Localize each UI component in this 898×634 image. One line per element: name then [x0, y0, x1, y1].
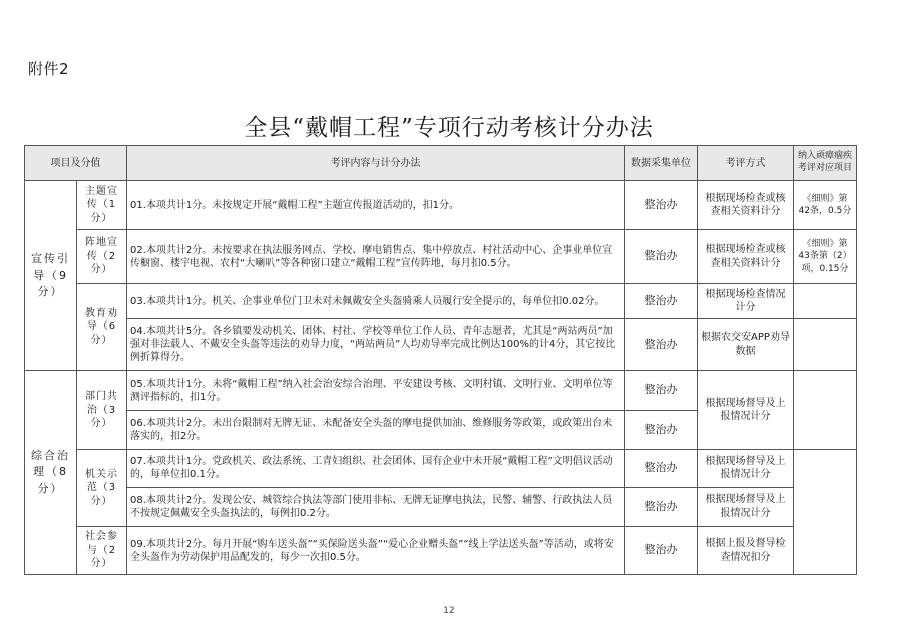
row-unit: 整治办: [625, 319, 698, 371]
row-ref: [794, 371, 857, 450]
row-method: 根据现场检查或核查相关资料计分: [698, 230, 794, 284]
row-ref: 《细则》第43条第（2）项，0.15分: [794, 230, 857, 284]
subgroup-label: 阵地宣传（2分）: [77, 230, 127, 284]
row-ref: 《细则》第42条，0.5分: [794, 181, 857, 230]
row-content: 05.本项共计1分。未将“戴帽工程”纳入社会治安综合治理、平安建设考核、文明村镇、文明行业、文明单位等测评指标的，扣1分。: [127, 371, 625, 410]
row-content: 07.本项共计1分。党政机关、政法系统、工青妇组织、社会团体、国有企业中未开展“戴帽工程”文明倡议活动的，每单位扣0.1分。: [127, 450, 625, 487]
subgroup-label: 部门共治（3分）: [77, 371, 127, 450]
row-method: 根据现场督导及上报情况计分: [698, 487, 794, 526]
table-row: [25, 284, 857, 319]
row-content: 09.本项共计2分。每月开展“购车送头盔”“买保险送头盔”“爱心企业赠头盔”“线上学法送头盔”等活动，或将安全头盔作为劳动保护用品配发的，每少一次扣0.5分。: [127, 527, 625, 575]
row-content: 02.本项共计2分。未按要求在执法服务网点、学校、摩电销售点、集中停放点、村社活动中心、企事业单位宣传橱窗、楼宇电视、农村“大喇叭”等各种窗口建立“戴帽工程”宣传阵地，每月扣0.5分。: [127, 230, 625, 284]
row-method: 根据农交安APP劝导数据: [698, 319, 794, 371]
row-content: 06.本项共计2分。未出台限制对无牌无证、未配备安全头盔的摩电提供加油、维修服务等政策，或政策出台未落实的，扣2分。: [127, 410, 625, 449]
row-ref: [794, 450, 857, 575]
table-header-row: [25, 146, 857, 181]
table-row: [25, 371, 857, 410]
row-unit: 整治办: [625, 181, 698, 230]
subgroup-label: 社会参与（2分）: [77, 527, 127, 575]
group-label: 宣传引导（9分）: [25, 181, 77, 371]
row-unit: 整治办: [625, 527, 698, 575]
row-ref: [794, 319, 857, 371]
row-unit: 整治办: [625, 410, 698, 449]
header-method: 考评方式: [698, 146, 794, 181]
header-item: 项目及分值: [25, 146, 127, 181]
table-row: [25, 487, 857, 526]
row-content: 01.本项共计1分。未按规定开展“戴帽工程”主题宣传报道活动的，扣1分。: [127, 181, 625, 230]
page-number: 12: [443, 606, 455, 616]
subgroup-label: 主题宣传（1分）: [77, 181, 127, 230]
subgroup-label: 机关示范（3分）: [77, 450, 127, 527]
row-method: 根据上报及督导检查情况扣分: [698, 527, 794, 575]
row-content: 08.本项共计2分。发现公安、城管综合执法等部门使用非标、无牌无证摩电执法，民警、辅警、行政执法人员不按规定佩戴安全头盔执法的，每例扣0.2分。: [127, 487, 625, 526]
header-ref: 纳入顽瘴痼疾考评对应项目: [794, 146, 857, 181]
table-row: [25, 527, 857, 575]
header-content: 考评内容与计分办法: [127, 146, 625, 181]
table-row: [25, 230, 857, 284]
attachment-label: 附件2: [28, 60, 70, 78]
table-row: [25, 181, 857, 230]
row-method: 根据现场检查情况计分: [698, 284, 794, 319]
row-unit: 整治办: [625, 487, 698, 526]
row-unit: 整治办: [625, 371, 698, 410]
row-content: 04.本项共计5分。各乡镇要发动机关、团体、村社、学校等单位工作人员、青年志愿者，尤其是“两站两员”加强对非法载人、不戴安全头盔等违法的劝导力度，“两站两员”人均劝导率完成比例达100%的计4分，其它按比例折算得分。: [127, 319, 625, 371]
table-row: [25, 319, 857, 371]
row-unit: 整治办: [625, 450, 698, 487]
row-unit: 整治办: [625, 284, 698, 319]
scoring-table: [24, 145, 857, 575]
page-title: 全县“戴帽工程”专项行动考核计分办法: [244, 115, 654, 141]
header-unit: 数据采集单位: [625, 146, 698, 181]
row-method: 根据现场督导及上报情况计分: [698, 450, 794, 487]
row-method: 根据现场督导及上报情况计分: [698, 371, 794, 450]
row-method: 根据现场检查或核查相关资料计分: [698, 181, 794, 230]
row-content: 03.本项共计1分。机关、企事业单位门卫未对未佩戴安全头盔骑乘人员履行安全提示的，每单位扣0.02分。: [127, 284, 625, 319]
subgroup-label: 教育劝导（6分）: [77, 284, 127, 371]
table-row: [25, 450, 857, 487]
group-label: 综合治理（8分）: [25, 371, 77, 575]
row-unit: 整治办: [625, 230, 698, 284]
row-ref: [794, 284, 857, 319]
